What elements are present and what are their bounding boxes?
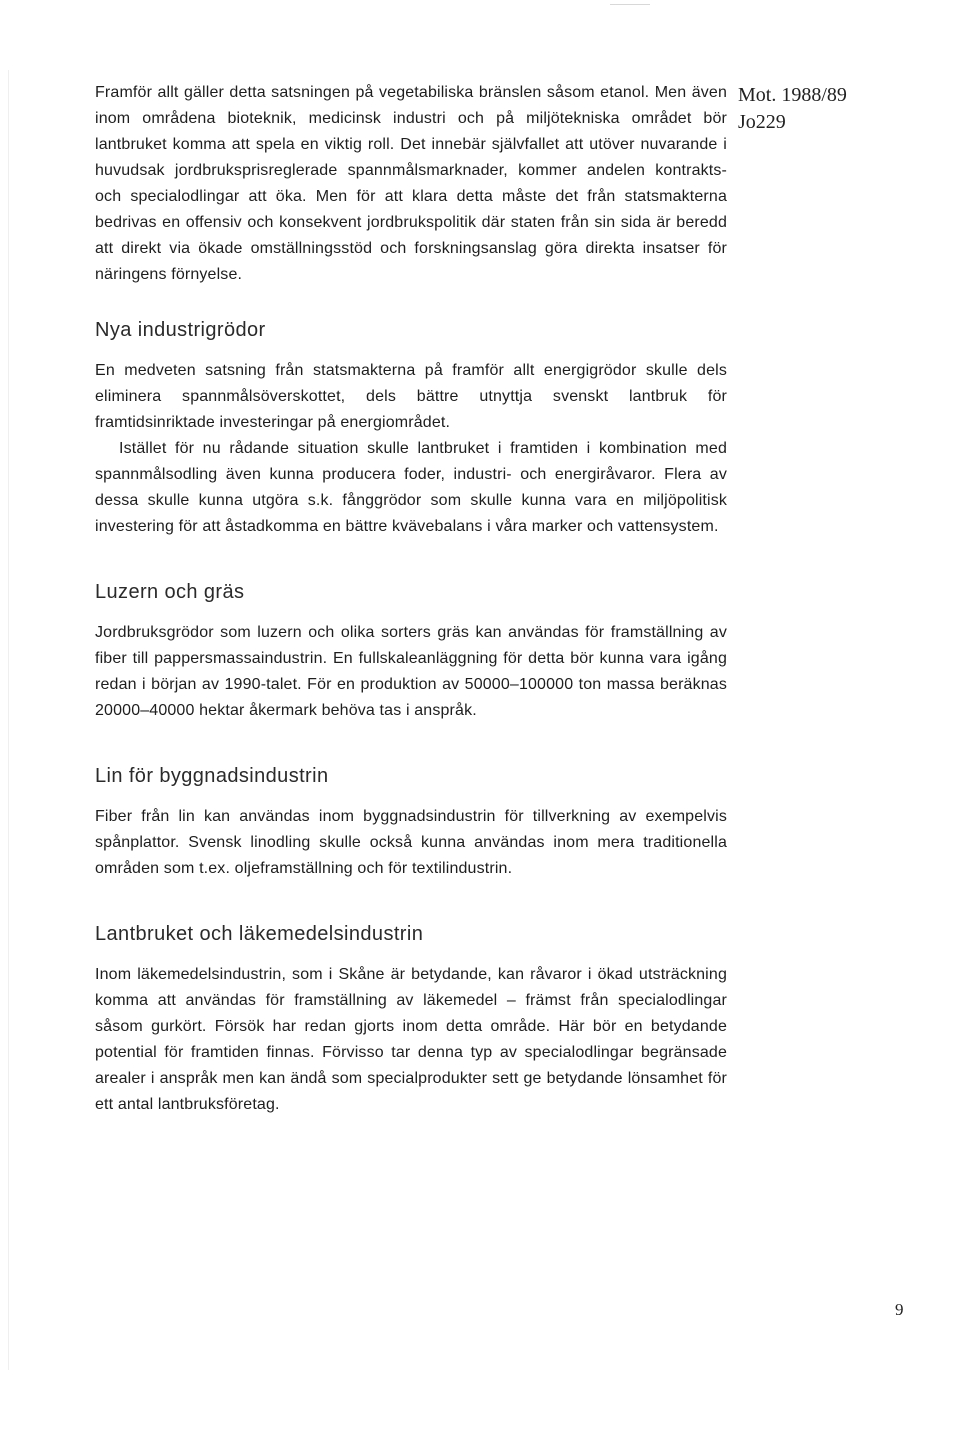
section-paragraph: En medveten satsning från statsmakterna på framför allt energigrödor skulle dels eliminera spannmålsöverskottet, dels bättre utnyttja svenskt lantbruk för framtidsinriktade investeringar på energiområdet. [95, 362, 727, 431]
scan-artifact-left [8, 70, 9, 1370]
section-paragraph: Fiber från lin kan användas inom byggnadsindustrin för tillverkning av exempelvis spånplattor. Svensk linodling skulle också kunna användas inom mera traditionella områden som t.ex. oljeframställning och för textilindustrin. [95, 808, 727, 877]
motion-code: Jo229 [738, 111, 786, 133]
section-paragraph: Inom läkemedelsindustrin, som i Skåne är betydande, kan råvaror i ökad utsträckning komma att användas för framställning av läkemedel – främst från specialodlingar såsom gurkört. Försök har redan gjorts inom detta område. Här bör en betydande potential för framtiden finnas. Förvisso tar denna typ av specialodlingar begränsade arealer i anspråk men kan ändå som specialprodukter sett ge betydande lönsamhet för ett antal lantbruksföretag. [95, 966, 727, 1113]
page-number: 9 [895, 1300, 904, 1319]
section-heading: Lantbruket och läkemedelsindustrin [95, 923, 424, 945]
motion-number: Mot. 1988/89 [738, 84, 847, 106]
section-heading: Nya industrigrödor [95, 319, 266, 341]
section-paragraph: Jordbruksgrödor som luzern och olika sorters gräs kan användas för framställning av fiber till pappersmassaindustrin. En fullskaleanläggning för detta bör kunna vara igång redan i början av 1990-talet. För en produktion av 50000–100000 ton massa beräknas 20000–40000 hektar åkermark behöva tas i anspråk. [95, 624, 727, 719]
scan-artifact-top [610, 4, 650, 5]
main-text [95, 80, 727, 1118]
section-heading: Luzern och gräs [95, 581, 245, 603]
section-paragraph: Istället för nu rådande situation skulle lantbruket i framtiden i kombination med spannmålsodling även kunna producera foder, industri- och energiråvaror. Flera av dessa skulle kunna utgöra s.k. fånggrödor som skulle kunna vara en miljöpolitisk investering för att åstadkomma en bättre kvävebalans i våra marker och vattensystem. [95, 440, 727, 535]
motion-reference [738, 82, 938, 136]
intro-paragraph: Framför allt gäller detta satsningen på vegetabiliska bränslen såsom etanol. Men även inom områdena bioteknik, medicinsk industri och på miljötekniska området bör lantbruket komma att spela en viktig roll. Det innebär självfallet att utöver nuvarande i huvudsak jordbruksprisreglerade spannmålsmarknader, kommer andelen kontrakts- och specialodlingar att öka. Men för att klara detta måste det från statsmakterna bedrivas en offensiv och konsekvent jordbrukspolitik där staten från sin sida är beredd att direkt via ökade omställningsstöd och forskningsanslag göra direkta insatser för näringens förnyelse. [95, 84, 727, 283]
section-heading: Lin för byggnadsindustrin [95, 765, 329, 787]
